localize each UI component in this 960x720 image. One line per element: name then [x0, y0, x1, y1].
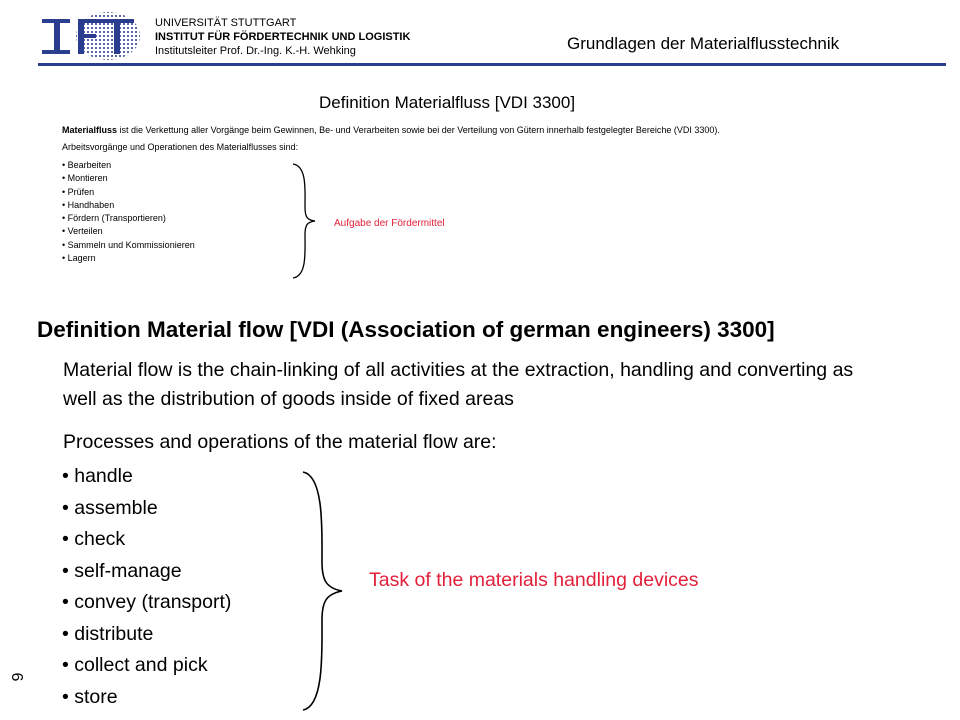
- german-task-label: Aufgabe der Fördermittel: [334, 218, 445, 229]
- list-item: • self-manage: [62, 559, 182, 582]
- page-number: 6: [8, 672, 25, 682]
- list-item: • Handhaben: [62, 199, 115, 210]
- course-title: Grundlagen der Materialflusstechnik: [567, 34, 840, 53]
- list-item: • Lagern: [62, 253, 96, 264]
- german-process-list: [62, 159, 195, 265]
- institute-logo: [38, 10, 142, 62]
- german-definition-term: Materialfluss: [62, 125, 118, 135]
- list-item: • convey (transport): [62, 591, 232, 613]
- english-task-label: Task of the materials handling devices: [369, 569, 699, 591]
- list-item: • Fördern (Transportieren): [62, 213, 166, 224]
- university-name: UNIVERSITÄT STUTTGART: [155, 17, 297, 29]
- english-brace-icon: [300, 470, 348, 712]
- german-definition-text: ist die Verkettung aller Vorgänge beim Gewinnen, Be- und Verarbeiten sowie bei der Verteilung von Gütern innerhalb festgelegter Bereiche (VDI 3300).: [117, 125, 720, 135]
- german-processes-intro: Arbeitsvorgänge und Operationen des Materialflusses sind:: [62, 142, 299, 152]
- list-item: • handle: [62, 465, 133, 487]
- german-definition: [62, 125, 720, 136]
- institute-head: Institutsleiter Prof. Dr.-Ing. K.-H. Wehking: [155, 45, 356, 57]
- english-definition: Material flow is the chain-linking of all activities at the extraction, handling and converting as well as the distribution of goods inside of fixed areas: [63, 359, 854, 410]
- list-item: • store: [62, 685, 118, 708]
- english-title: Definition Material flow [VDI (Association of german engineers) 3300]: [37, 317, 775, 342]
- list-item: • Prüfen: [62, 186, 95, 197]
- list-item: • Montieren: [62, 173, 108, 184]
- list-item: • collect and pick: [62, 654, 208, 676]
- list-item: • distribute: [62, 622, 154, 645]
- list-item: • assemble: [62, 496, 158, 519]
- list-item: • check: [62, 528, 126, 550]
- institute-name: INSTITUT FÜR FÖRDERTECHNIK UND LOGISTIK: [155, 31, 411, 43]
- german-brace-icon: [291, 162, 319, 280]
- list-item: • Verteilen: [62, 226, 103, 237]
- german-title: Definition Materialfluss [VDI 3300]: [319, 93, 576, 112]
- english-process-list: [62, 461, 231, 713]
- english-processes-intro: Processes and operations of the material flow are:: [63, 431, 497, 453]
- list-item: • Bearbeiten: [62, 160, 112, 170]
- list-item: • Sammeln und Kommissionieren: [62, 239, 195, 250]
- header-divider: [38, 63, 946, 66]
